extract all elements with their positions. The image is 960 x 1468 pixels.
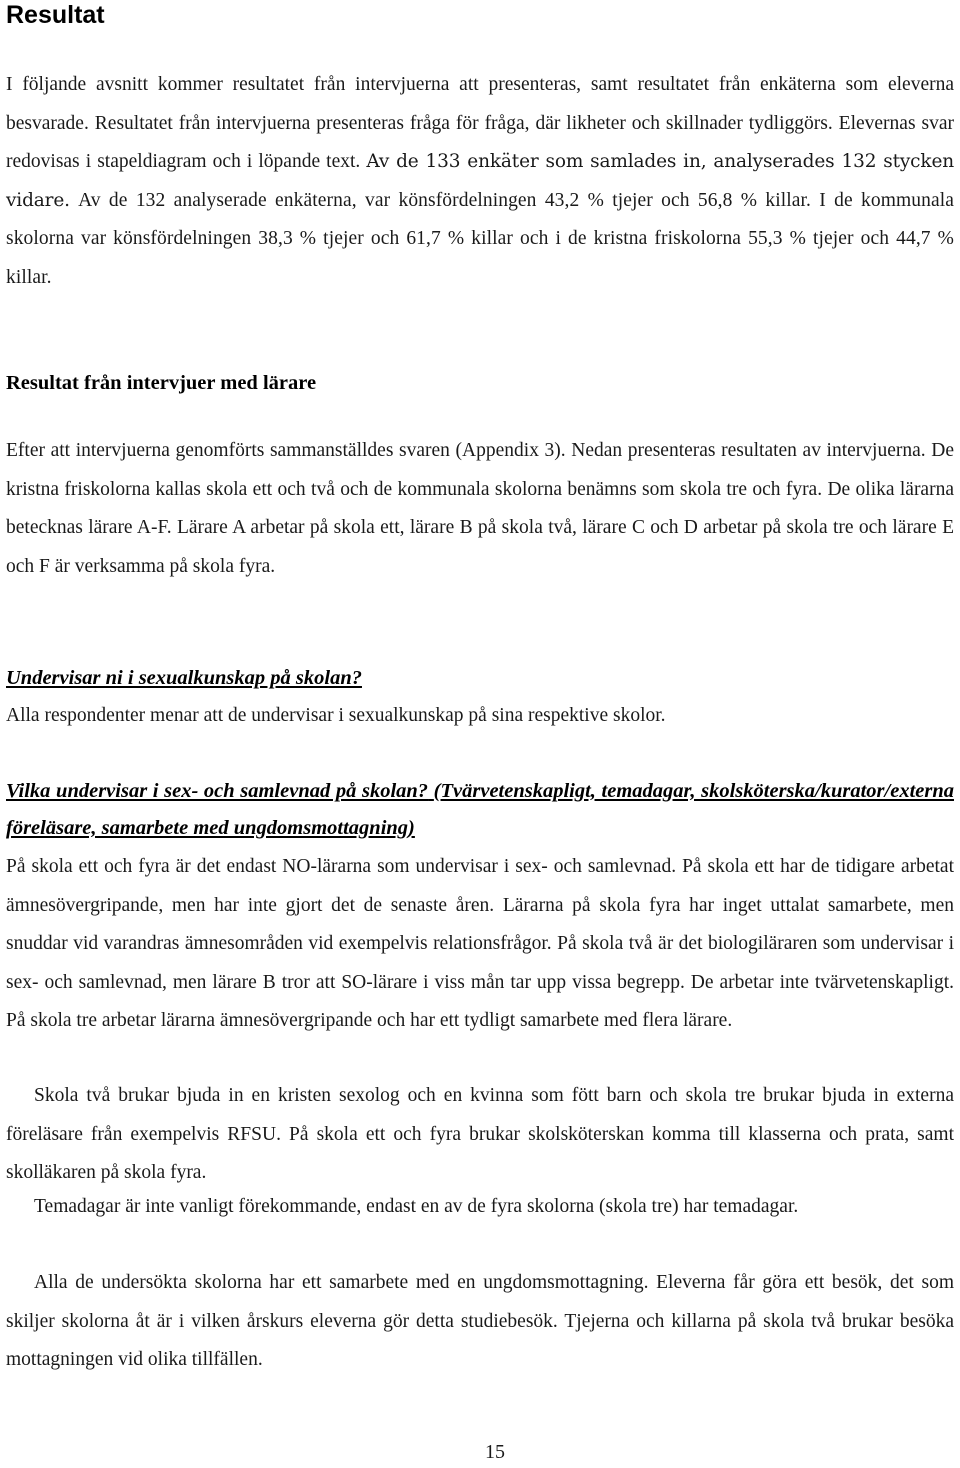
interview-intro-paragraph: Efter att intervjuerna genomförts sammanställdes svaren (Appendix 3). Nedan presenteras resultaten av intervjuerna. De kristna friskolorna kallas skola ett och två och de kommunala skolorna benämns som skola tre och fyra. De olika lärarna betecknas lärare A-F. Lärare A arbetar på skola ett, lärare B på skola två, lärare C och D arbetar på skola tre och lärare E och F är verksamma på skola fyra. — [6, 440, 954, 577]
question-1-text: Undervisar ni i sexualkunskap på skolan? — [6, 667, 362, 689]
question-2-heading — [6, 773, 954, 847]
section-heading: Resultat från intervjuer med lärare — [6, 372, 317, 394]
question-2-paragraph-1: På skola ett och fyra är det endast NO-lärarna som undervisar i sex- och samlevnad. På skola ett har de tidigare arbetat ämnesövergripande, men har inte gjort det de senaste åren. Lärarna på skola fyra har inget uttalat samarbete, men snuddar vid varandras ämnesområden vid exempelvis relationsfrågor. På skola två är det biologiläraren som undervisar i sex- och samlevnad, men lärare B tror att SO-lärare i viss mån tar upp vissa begrepp. De arbetar inte tvärvetenskapligt. På skola tre arbetar lärarna ämnesövergripande och har ett tydligt samarbete med flera lärare. — [6, 856, 954, 1032]
page-title: Resultat — [6, 1, 105, 29]
question-2-subtext: (Tvärvetenskapligt, temadagar, skolsköterska/kurator/externa föreläsare, samarbete med ungdomsmottagning) — [6, 780, 954, 839]
question-2-text: Vilka undervisar i sex- och samlevnad på skolan? — [6, 780, 429, 802]
intro-text-part2: Av de 133 enkäter som samlades in, analyserades 132 stycken vidare. — [6, 151, 955, 211]
intro-paragraph — [6, 66, 954, 298]
page-number: 15 — [485, 1441, 505, 1463]
question-2-paragraph-4: Alla de undersökta skolorna har ett samarbete med en ungdomsmottagning. Eleverna får göra ett besök, det som skiljer skolorna åt är i vilken årskurs eleverna gör detta studiebesök. Tjejerna och killarna på skola två brukar besöka mottagningen vid olika tillfällen. — [6, 1272, 954, 1371]
intro-text-part3: Av de 132 analyserade enkäterna, var könsfördelningen 43,2 % tjejer och 56,8 % killar. I de kommunala skolorna var könsfördelningen 38,3 % tjejer och 61,7 % killar och i de kristna friskolorna 55,3 % tjejer och 44,7 % killar. — [6, 189, 954, 288]
question-1-answer: Alla respondenter menar att de undervisar i sexualkunskap på sina respektive skolor. — [6, 705, 666, 726]
question-2-paragraph-2: Skola två brukar bjuda in en kristen sexolog och en kvinna som fött barn och skola tre brukar bjuda in externa föreläsare från exempelvis RFSU. På skola ett och fyra brukar skolsköterskan komma till klasserna och prata, samt skolläkaren på skola fyra. — [6, 1085, 954, 1184]
question-2-paragraph-3: Temadagar är inte vanligt förekommande, endast en av de fyra skolorna (skola tre) har temadagar. — [34, 1196, 799, 1217]
intro-text-part1: I följande avsnitt kommer resultatet från intervjuerna att presenteras, samt resultatet från enkäterna som eleverna besvarade. Resultatet från intervjuerna presenteras fråga för fråga, där likheter och skillnader tydliggörs. Elevernas svar redovisas i stapeldiagram och i löpande text. — [6, 74, 954, 173]
question-1-heading — [6, 660, 954, 697]
